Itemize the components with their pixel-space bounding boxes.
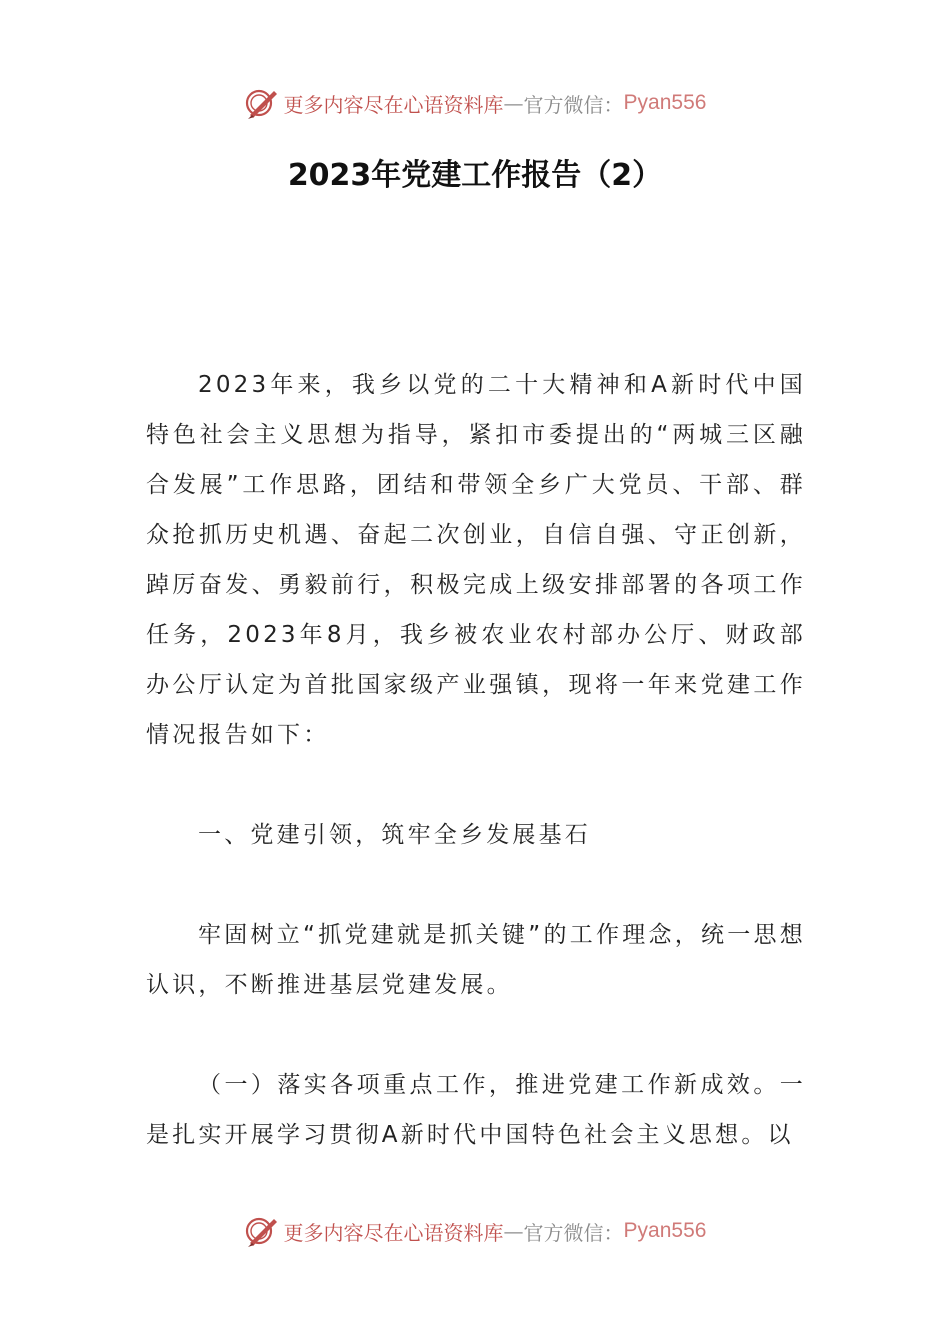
header-watermark [0, 83, 950, 123]
watermark-dash: — [503, 1219, 524, 1243]
document-body [146, 360, 806, 1160]
watermark-text: 更多内容尽在心语资料库 [283, 92, 504, 117]
footer-watermark [0, 1211, 950, 1251]
watermark-wechat-label: 官方微信： [523, 1220, 624, 1245]
watermark-text: 更多内容尽在心语资料库 [283, 1220, 504, 1245]
document-title: 2023年党建工作报告（2） [287, 158, 663, 193]
watermark-dash: — [503, 91, 524, 115]
watermark-wechat-label: 官方微信： [523, 92, 624, 117]
paragraph-principle: 牢固树立“抓党建就是抓关键”的工作理念，统一思想认识，不断推进基层党建发展。 [146, 922, 806, 998]
pen-logo-icon [244, 85, 280, 121]
paragraph-subsection: （一）落实各项重点工作，推进党建工作新成效。一是扎实开展学习贯彻A新时代中国特色社会主义思想。以 [146, 1072, 806, 1148]
paragraph-intro: 2023年来，我乡以党的二十大精神和A新时代中国特色社会主义思想为指导，紧扣市委提出的“两城三区融合发展”工作思路，团结和带领全乡广大党员、干部、群众抢抓历史机遇、奋起二次创业，自信自强、守正创新，踔厉奋发、勇毅前行，积极完成上级安排部署的各项工作任务，2023年8月，我乡被农业农村部办公厅、财政部办公厅认定为首批国家级产业强镇，现将一年来党建工作情况报告如下： [146, 372, 806, 748]
pen-logo-icon [244, 1213, 280, 1249]
watermark-wechat-id: Pyan556 [623, 91, 707, 114]
section-heading: 一、党建引领，筑牢全乡发展基石 [198, 822, 591, 848]
watermark-wechat-id: Pyan556 [623, 1219, 707, 1242]
